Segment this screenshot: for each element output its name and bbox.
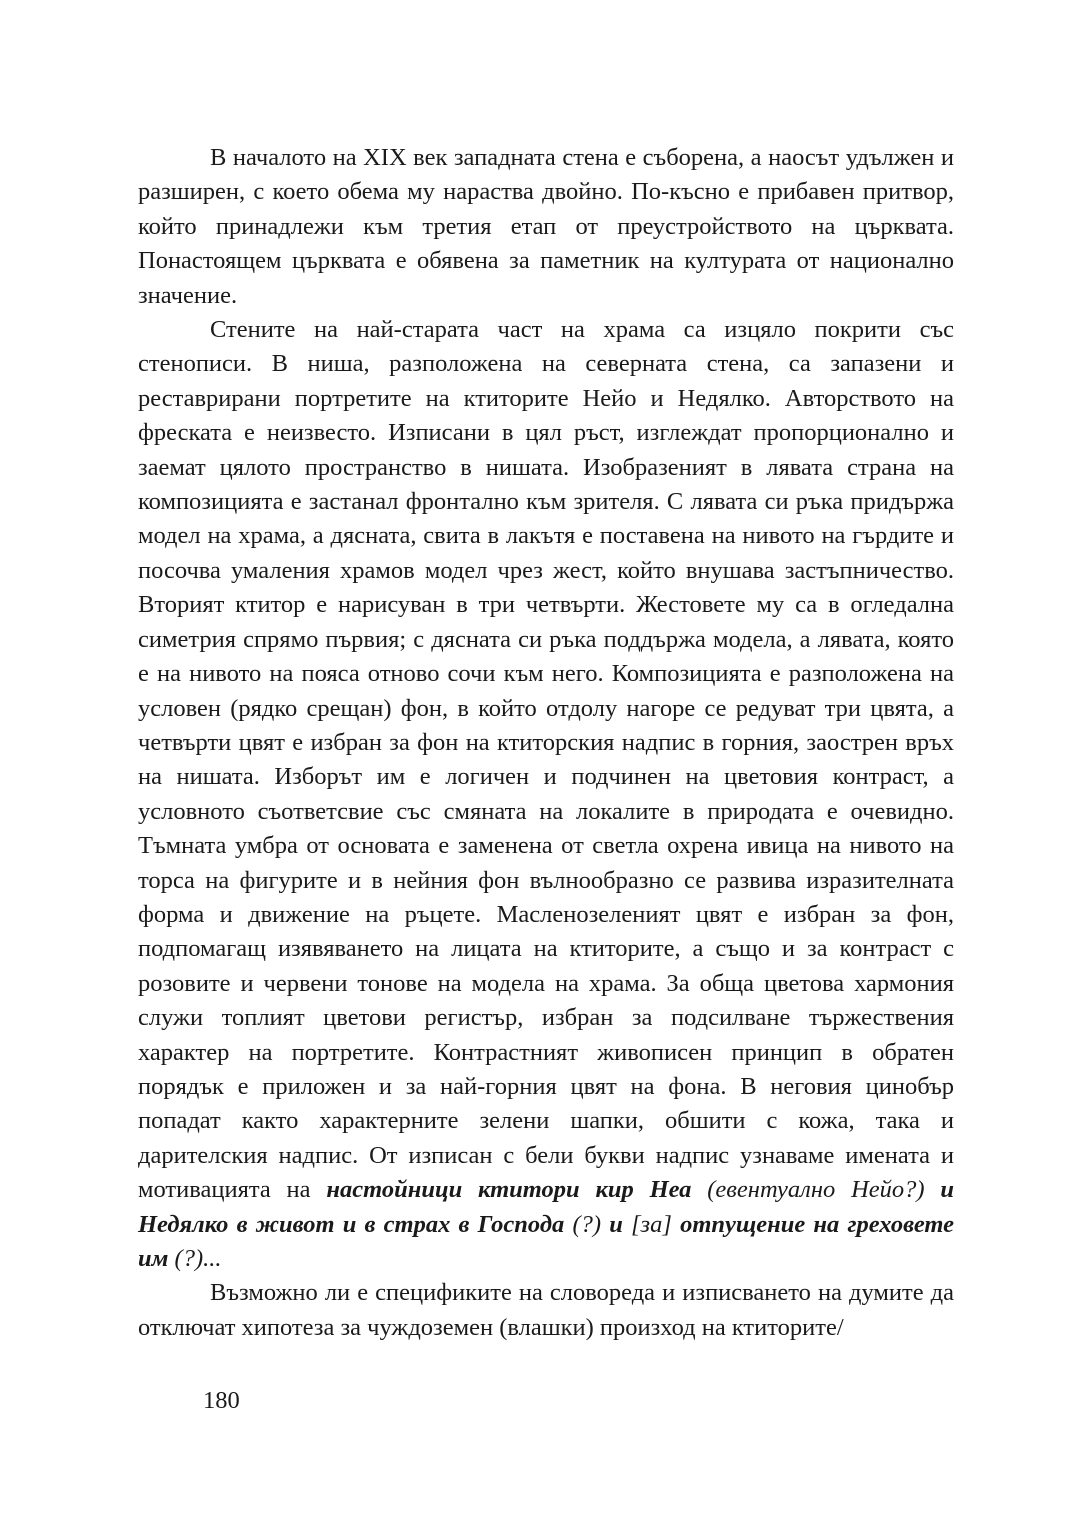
body-text: [138, 141, 954, 1345]
inscription-note-1: (евентуално Нейо?): [691, 1176, 941, 1204]
page-number: 180: [203, 1387, 240, 1414]
paragraph-3: Възможно ли е спецификите на словореда и изписването на думите да отключат хипотеза за чуждоземен (влашки) произход на ктиторите/: [138, 1279, 954, 1341]
inscription-note-4: (?)...: [168, 1245, 222, 1272]
inscription-quote-part-1: настойници ктитори кир Неа: [326, 1176, 692, 1204]
paragraph-2: [138, 313, 954, 1276]
paragraph-1: В началото на XIX век западната стена е съборена, а наосът удължен и разширен, с което обема му нараства двойно. По-късно е прибавен притвор, който принадлежи към третия етап от преустройството на църквата. Понастоящем църквата е обявена за паметник на културата от национално значение.: [138, 144, 954, 309]
inscription-quote-part-4: отпущение на греховете им: [138, 1210, 954, 1272]
inscription-quote-part-3: и: [609, 1210, 623, 1238]
inscription-note-2: (?): [564, 1210, 610, 1238]
inscription-note-3: [за]: [622, 1210, 681, 1238]
paragraph-2-body: Стените на най-старата част на храма са изцяло покрити със стенописи. В ниша, разположена на северната стена, са запазени и реставрирани портретите на ктиторите Нейо и Недялко. Авторството на фреската е неизвесто. Изписани в цял ръст, изглеждат пропорционално и заемат цялото пространство в нишата. Изобразеният в лявата страна на композицията е застанал фронтално към зрителя. С лявата си ръка придържа модел на храма, а дясната, свита в лакътя е поставена на нивото на гърдите и посочва умаления храмов модел чрез жест, който внушава застъпничество. Вторият ктитор е нарисуван в три четвърти. Жестовете му са в огледална симетрия спрямо първия; с дясната си ръка поддържа модела, а лявата, която е на нивото на пояса отново сочи към него. Композицията е разположена на условен (рядко срещан) фон, в който отдолу нагоре се редуват три цвята, а четвърти цвят е избран за фон на ктиторския надпис в горния, заострен връх на нишата. Изборът им е логичен и подчинен на цветовия контраст, а условното съответсвие със смяната на локалите в природата е очевидно. Тъмната умбра от основата е заменена от светла охрена ивица на нивото на торса на фигурите и в нейния фон вълнообразно се развива изразителната форма и движение на ръцете. Масленозеленият цвят е избран за фон, подпомагащ изявяването на лицата на ктиторите, а също и за контраст с розовите и червени тонове на модела на храма. За обща цветова хармония служи топлият цветови регистър, избран за подсилване тържествения характер на портретите. Контрастният живописен принцип в обратен порядък е приложен и за най-горния цвят на фона. В неговия цинобър попадат както характерните зелени шапки, обшити с кожа, така и дарителския надпис. От изписан с бели букви надпис узнаваме имената и мотивацията на: [138, 316, 954, 1204]
inscription-quote-part-2: и Недялко в живот и в страх в Господа: [138, 1176, 955, 1238]
